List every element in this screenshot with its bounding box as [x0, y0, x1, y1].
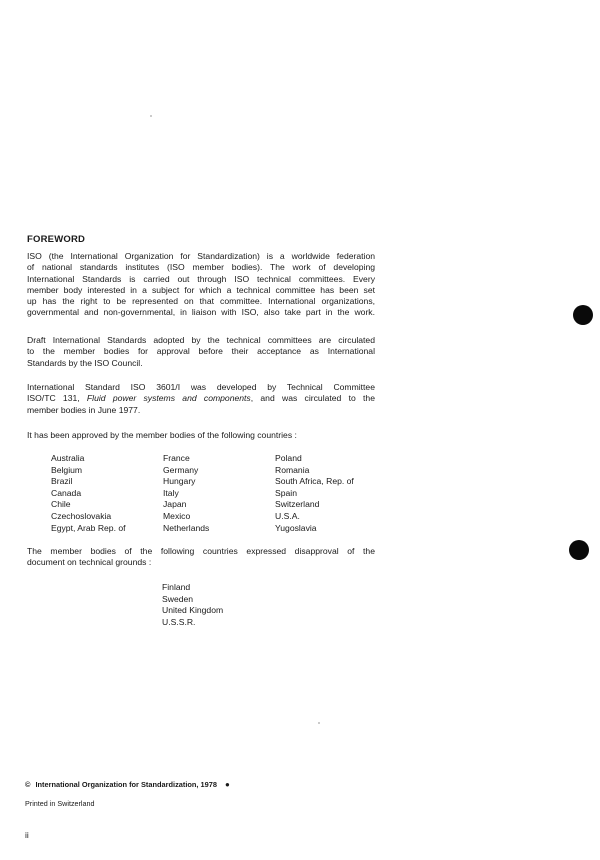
country: Belgium [51, 464, 83, 475]
country: Chile [51, 499, 71, 510]
text-line: The member bodies of the following countries expressed disapproval of the [27, 546, 375, 556]
country: Italy [163, 487, 179, 498]
text-line: member bodies in June 1977. [27, 404, 141, 415]
punch-hole-icon [569, 540, 589, 560]
committee-title: Fluid power systems and components [86, 393, 251, 404]
country: Egypt, Arab Rep. of [51, 522, 126, 533]
country: South Africa, Rep. of [275, 476, 354, 487]
country: Yugoslavia [275, 522, 317, 533]
text-line: to the member bodies for approval before their acceptance as International [27, 346, 375, 357]
country: U.S.A. [275, 510, 300, 521]
country: Finland [162, 582, 191, 592]
countries-column-3 [275, 453, 385, 534]
copyright-icon: © [25, 780, 31, 789]
country: Mexico [163, 510, 191, 521]
text-line [27, 393, 375, 404]
country: U.S.S.R. [162, 616, 196, 627]
foreword-paragraph-5 [27, 546, 375, 569]
punch-hole-icon [573, 305, 593, 325]
printed-location: Printed in Switzerland [25, 799, 95, 808]
country: France [163, 453, 190, 463]
country: United Kingdom [162, 605, 224, 616]
text-line: It has been approved by the member bodies of the following countries : [27, 430, 297, 440]
bullet-icon: ● [224, 780, 230, 789]
scan-speck [150, 115, 152, 117]
copyright-notice [25, 780, 230, 789]
text-suffix: , and was circulated to the [250, 393, 375, 404]
disapproving-countries-list [162, 582, 223, 628]
country: Switzerland [275, 499, 320, 510]
text-prefix: ISO/TC 131, [27, 393, 87, 404]
country: Hungary [163, 476, 196, 487]
country: Romania [275, 464, 310, 475]
country: Spain [275, 487, 297, 498]
countries-column-1 [51, 453, 163, 534]
country: Netherlands [163, 522, 210, 533]
copyright-text: International Organization for Standardization, 1978 [35, 780, 217, 789]
country: Canada [51, 487, 82, 498]
text-line: International Standard ISO 3601/I was developed by Technical Committee [27, 382, 375, 392]
text-line: document on technical grounds : [27, 557, 152, 568]
foreword-paragraph-1 [27, 251, 375, 319]
text-line: International Standards is carried out through ISO technical committees. Every [27, 273, 375, 284]
text-line: up has the right to be represented on that committee. International organizations, [27, 296, 375, 307]
text-line: Standards by the ISO Council. [27, 357, 143, 368]
text-line: member body interested in a subject for which a technical committee has been set [27, 284, 375, 295]
text-line: governmental and non-governmental, in liaison with ISO, also take part in the work. [27, 307, 375, 318]
country: Japan [163, 499, 187, 510]
scan-speck [318, 722, 320, 724]
country: Germany [163, 464, 199, 475]
foreword-paragraph-3 [27, 382, 375, 416]
country: Poland [275, 453, 302, 463]
foreword-paragraph-2 [27, 335, 375, 369]
country: Sweden [162, 593, 194, 604]
page-number: ii [25, 830, 29, 840]
approving-countries-list [51, 453, 385, 534]
country: Australia [51, 453, 85, 463]
countries-column-2 [163, 453, 275, 534]
text-line: Draft International Standards adopted by the technical committees are circulated [27, 335, 375, 345]
country: Czechoslovakia [51, 510, 112, 521]
text-line: ISO (the International Organization for Standardization) is a worldwide federation [27, 251, 375, 261]
foreword-paragraph-4 [27, 430, 375, 441]
foreword-heading: FOREWORD [27, 234, 86, 245]
text-line: of national standards institutes (ISO member bodies). The work of developing [27, 262, 375, 273]
country: Brazil [51, 476, 73, 487]
